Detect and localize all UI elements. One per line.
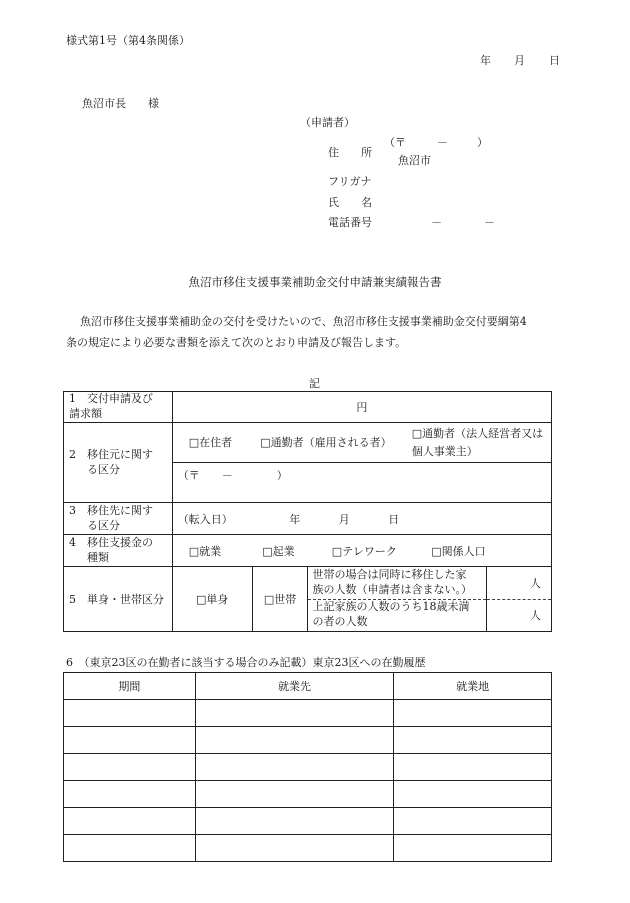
work-location-cell[interactable]	[394, 754, 552, 781]
period-cell[interactable]	[64, 781, 196, 808]
header-employer: 就業先	[195, 673, 394, 700]
table-row	[64, 808, 552, 835]
commuter-owner-a: □通勤者（法人経営者又は	[411, 426, 544, 440]
minor-q2-a: 上記家族の人数のうち18歳未満	[312, 600, 470, 614]
amount-field[interactable]	[172, 392, 551, 423]
section6-title: 6 （東京23区の在勤者に該当する場合のみ記載）東京23区への在勤履歴	[66, 656, 426, 669]
move-in-label: （転入日）	[177, 512, 233, 526]
date-day: 日	[549, 54, 560, 67]
row1-label	[64, 392, 173, 423]
checkbox-related-population[interactable]: □関係人口	[431, 544, 486, 558]
household-detail-table	[308, 567, 551, 631]
period-cell[interactable]	[64, 727, 196, 754]
work-history-table	[63, 672, 552, 862]
table-row	[64, 754, 552, 781]
checkbox-household[interactable]: □世帯	[252, 567, 308, 632]
row3-label-b: る区分	[87, 518, 120, 532]
employer-cell[interactable]	[195, 700, 394, 727]
body-line-1: 魚沼市移住支援事業補助金の交付を受けたいので、魚沼市移住支援事業補助金交付要綱第4	[80, 315, 527, 328]
form-number: 様式第1号（第4条関係）	[66, 34, 190, 47]
applicant-heading: （申請者）	[300, 116, 355, 129]
work-location-cell[interactable]	[394, 808, 552, 835]
body-line-2: 条の規定により必要な書類を添えて次のとおり申請及び報告します。	[66, 336, 407, 349]
minor-count-unit: 人	[530, 609, 541, 623]
household-detail	[308, 567, 552, 632]
origin-postal: （〒 － ）	[177, 469, 288, 482]
yen-unit: 円	[356, 401, 368, 414]
row2-label	[64, 423, 173, 503]
support-type-options	[172, 535, 551, 567]
table-row	[64, 423, 552, 463]
table-row	[64, 392, 552, 423]
checkbox-commuter-employee[interactable]: □通勤者（雇用される者）	[260, 435, 392, 449]
postal-prefix: （〒	[384, 136, 406, 149]
postal-dash: －	[437, 136, 448, 149]
header-work-location: 就業地	[394, 673, 552, 700]
row4-label	[64, 535, 173, 567]
table-row	[64, 781, 552, 808]
employer-cell[interactable]	[195, 835, 394, 862]
table-row	[64, 503, 552, 535]
period-cell[interactable]	[64, 835, 196, 862]
row2-label-a: 2 移住元に関す	[69, 447, 153, 461]
origin-address-field[interactable]	[172, 463, 551, 503]
row3-label	[64, 503, 173, 535]
table-row	[64, 835, 552, 862]
row1-label-a: 1 交付申請及び	[69, 392, 153, 406]
table-row	[64, 567, 552, 632]
header-period: 期間	[64, 673, 196, 700]
checkbox-telework[interactable]: □テレワーク	[331, 544, 397, 558]
checkbox-employment[interactable]: □就業	[188, 544, 222, 558]
checkbox-startup[interactable]: □起業	[262, 544, 295, 558]
address-label: 住 所	[328, 146, 372, 159]
household-count-field[interactable]	[487, 567, 551, 599]
date-month: 月	[514, 54, 525, 67]
employer-cell[interactable]	[195, 781, 394, 808]
move-in-month: 月	[338, 512, 350, 526]
employer-cell[interactable]	[195, 754, 394, 781]
household-count-unit: 人	[530, 576, 541, 590]
row2-label-b: る区分	[87, 462, 120, 476]
application-table	[63, 391, 552, 632]
phone-label: 電話番号	[328, 216, 372, 229]
checkbox-commuter-owner[interactable]	[412, 425, 543, 460]
addressee: 魚沼市長 様	[82, 97, 159, 110]
row1-label-b: 請求額	[69, 407, 102, 420]
minor-count-label	[308, 599, 487, 631]
table-row	[64, 700, 552, 727]
row3-label-a: 3 移住先に関す	[69, 503, 153, 517]
move-in-year: 年	[289, 512, 301, 526]
work-location-cell[interactable]	[394, 835, 552, 862]
table-row	[64, 535, 552, 567]
table-row	[64, 727, 552, 754]
checkbox-single[interactable]: □単身	[172, 567, 252, 632]
minor-count-field[interactable]	[487, 599, 551, 631]
phone-dash-2: －	[484, 216, 495, 229]
row5-label: 5 単身・世帯区分	[64, 567, 173, 632]
origin-options	[172, 423, 551, 463]
employer-cell[interactable]	[195, 727, 394, 754]
period-cell[interactable]	[64, 700, 196, 727]
work-location-cell[interactable]	[394, 727, 552, 754]
furigana-label: フリガナ	[328, 175, 372, 188]
city-name: 魚沼市	[398, 154, 431, 167]
period-cell[interactable]	[64, 754, 196, 781]
employer-cell[interactable]	[195, 808, 394, 835]
commuter-owner-b: 個人事業主）	[411, 444, 478, 458]
household-q1-b: 族の人数（申請者は含まない。）	[312, 582, 472, 596]
period-cell[interactable]	[64, 808, 196, 835]
checkbox-resident[interactable]: □在住者	[188, 435, 233, 449]
household-q1-a: 世帯の場合は同時に移住した家	[312, 567, 467, 581]
name-label: 氏 名	[328, 196, 372, 209]
row4-label-b: 種類	[87, 550, 109, 564]
table-header-row	[64, 673, 552, 700]
work-location-cell[interactable]	[394, 700, 552, 727]
row4-label-a: 4 移住支援金の	[69, 535, 153, 549]
date-year: 年	[480, 54, 491, 67]
move-in-day: 日	[388, 512, 400, 526]
household-count-label	[308, 567, 487, 599]
move-in-date-field[interactable]	[172, 503, 551, 535]
minor-q2-b: の者の人数	[312, 615, 368, 629]
work-location-cell[interactable]	[394, 781, 552, 808]
ki-heading: 記	[309, 377, 320, 390]
postal-close: ）	[477, 136, 488, 149]
phone-dash-1: －	[431, 216, 442, 229]
document-title: 魚沼市移住支援事業補助金交付申請兼実績報告書	[188, 275, 442, 289]
